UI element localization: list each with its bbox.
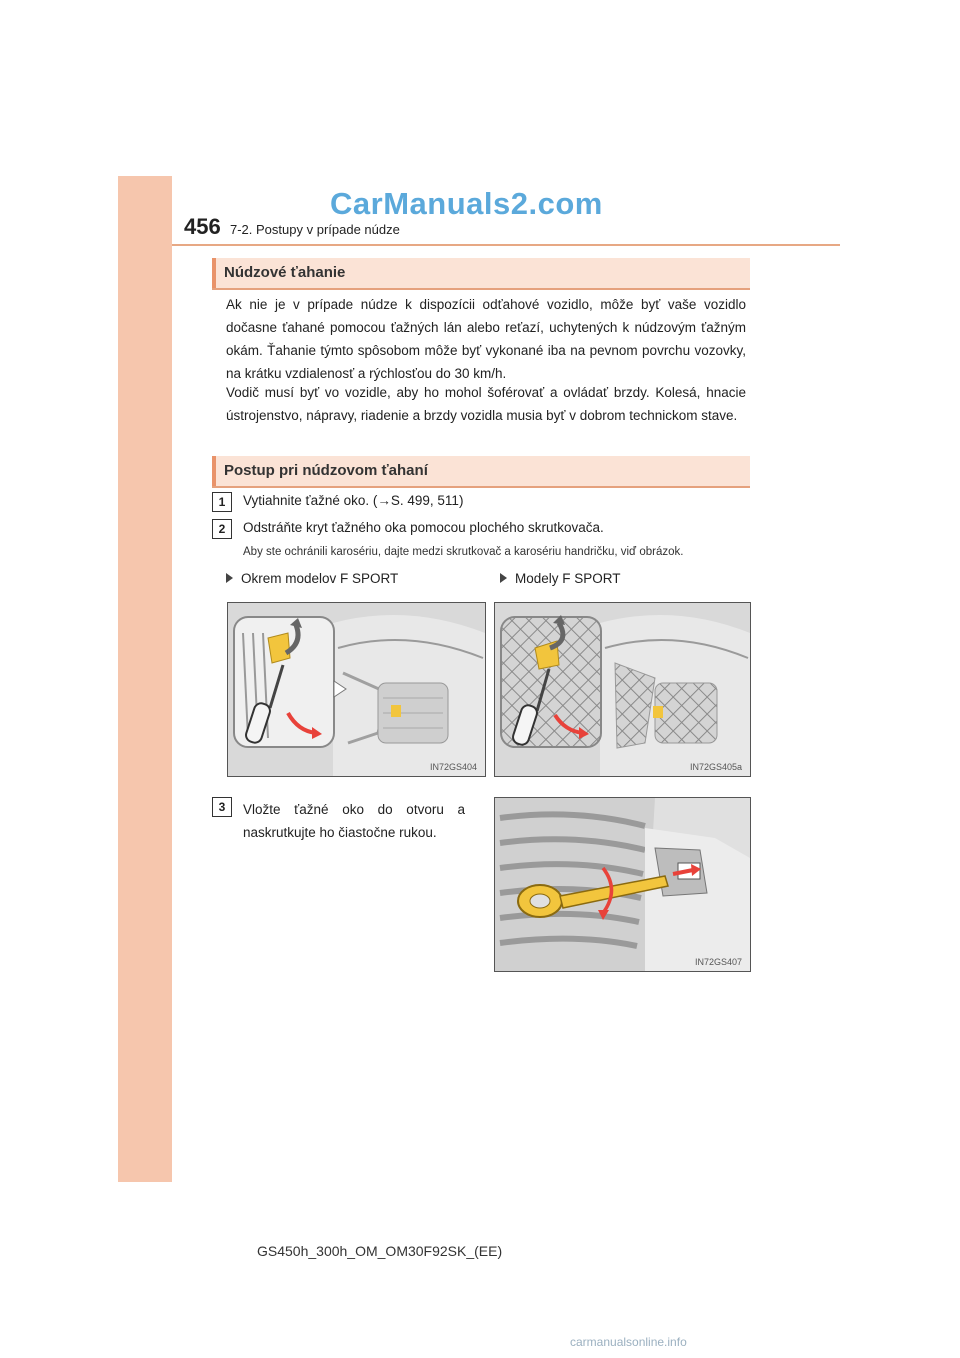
- section-header-towing-procedure: [212, 456, 750, 488]
- manual-code-footer: GS450h_300h_OM_OM30F92SK_(EE): [257, 1243, 503, 1259]
- triangle-bullet-icon: [500, 573, 507, 583]
- page-number: 456: [184, 214, 221, 239]
- step-number-1: 1: [212, 492, 232, 512]
- footer-site-watermark: carmanualsonline.info: [570, 1335, 687, 1349]
- illustration-standard-bumper: [228, 603, 485, 776]
- illustration-tow-eye: [495, 798, 750, 971]
- step-text-1: Vytiahnite ťažné oko. (→S. 499, 511): [243, 493, 464, 508]
- step-number-3: 3: [212, 797, 232, 817]
- section-header-emergency-towing: [212, 258, 750, 290]
- figure-code: IN72GS405a: [689, 762, 742, 772]
- paragraph-intro: Ak nie je v prípade núdze k dispozícii odťahové vozidlo, môže byť vaše vozidlo dočasne ťahané pomocou ťažných lán alebo reťazí, uchytených k núdzovým ťažným okám. Ťahanie týmto spôsobom môže byť vykonané iba na pevnom povrchu vozovky, na krátku vzdialenosť a rýchlosťou do 30 km/h.: [226, 297, 746, 381]
- section-title: Núdzové ťahanie: [224, 264, 346, 281]
- header-rule: [172, 244, 840, 246]
- figure-code: IN72GS407: [694, 957, 742, 967]
- step-note-2: Aby ste ochránili karosériu, dajte medzi skrutkovač a karosériu handričku, viď obrázok.: [243, 546, 684, 558]
- paragraph-driver: Vodič musí byť vo vozidle, aby ho mohol šoférovať a ovládať brzdy. Kolesá, hnacie ústrojenstvo, nápravy, riadenie a brzdy vozidla musia byť v dobrom technickom stave.: [226, 385, 746, 423]
- figure-cover-removal-fsport: [494, 602, 751, 777]
- triangle-bullet-icon: [226, 573, 233, 583]
- variant-label-fsport: [500, 571, 621, 586]
- step-text-3: Vložte ťažné oko do otvoru a naskrutkujte ho čiastočne rukou.: [243, 802, 465, 840]
- illustration-fsport-bumper: [495, 603, 750, 776]
- figure-insert-tow-eye: [494, 797, 751, 972]
- variant-text: Okrem modelov F SPORT: [241, 571, 399, 586]
- chapter-title: 7-2. Postupy v prípade núdze: [230, 222, 400, 237]
- side-color-band: [118, 176, 172, 1182]
- variant-text: Modely F SPORT: [515, 571, 621, 586]
- step-text-2: Odstráňte kryt ťažného oka pomocou plochého skrutkovača.: [243, 520, 604, 535]
- figure-cover-removal-standard: [227, 602, 486, 777]
- variant-label-standard: [226, 571, 398, 586]
- step-number-2: 2: [212, 519, 232, 539]
- figure-code: IN72GS404: [429, 762, 477, 772]
- section-title: Postup pri núdzovom ťahaní: [224, 462, 428, 479]
- watermark-logo: CarManuals2.com: [330, 186, 603, 221]
